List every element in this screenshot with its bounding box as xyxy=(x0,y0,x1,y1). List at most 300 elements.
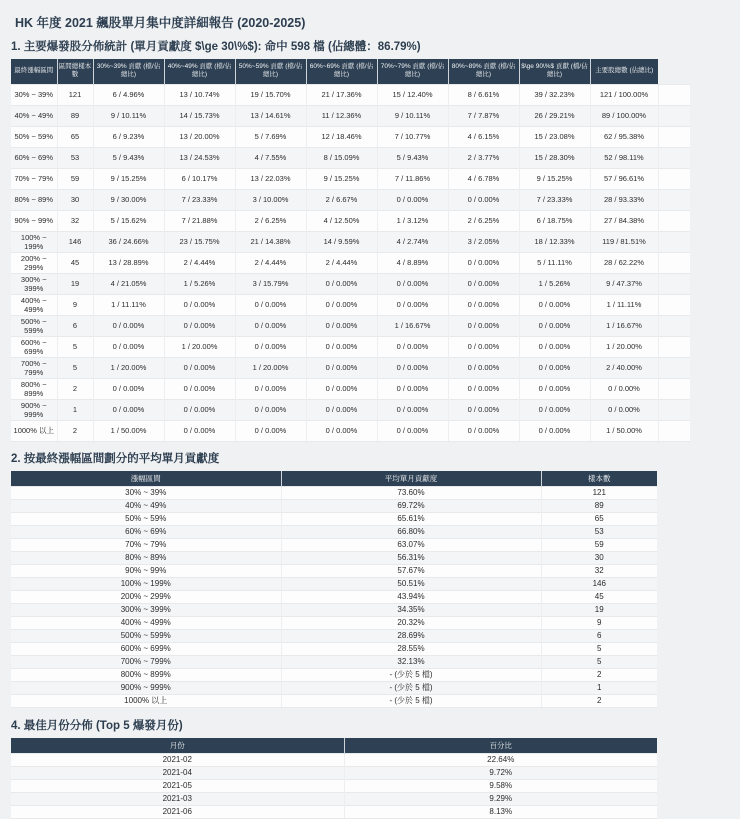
table-cell: 0 / 0.00% xyxy=(164,357,235,378)
table-cell: 9 / 15.25% xyxy=(306,168,377,189)
table-cell: 100% ~ 199% xyxy=(11,577,281,590)
table-cell: 12 / 18.46% xyxy=(306,126,377,147)
table-cell: 30% ~ 39% xyxy=(11,486,281,499)
table-row xyxy=(11,694,657,707)
table-cell: 5 / 9.43% xyxy=(377,147,448,168)
table-cell: 1 / 5.26% xyxy=(519,273,590,294)
table-cell: 13 / 24.53% xyxy=(164,147,235,168)
table-cell: 0 / 0.00% xyxy=(306,399,377,420)
table-cell: 45 xyxy=(541,590,657,603)
table-cell: 0 / 0.00% xyxy=(448,252,519,273)
table-cell: 28 / 93.33% xyxy=(590,189,658,210)
table-cell xyxy=(658,105,690,126)
table-cell: 0 / 0.00% xyxy=(519,294,590,315)
table-cell: 119 / 81.51% xyxy=(590,231,658,252)
table-cell: 5 xyxy=(57,357,93,378)
table-cell: 0 / 0.00% xyxy=(377,273,448,294)
table-cell: 19 xyxy=(57,273,93,294)
table-cell: 1 xyxy=(57,399,93,420)
table-cell xyxy=(658,84,690,105)
table-row xyxy=(11,168,690,189)
table-cell: 2021-04 xyxy=(11,766,344,779)
column-header: 漲幅區間 xyxy=(11,471,281,487)
table-cell: 0 / 0.00% xyxy=(306,378,377,399)
table-cell: 2 / 3.77% xyxy=(448,147,519,168)
table-cell: 11 / 12.36% xyxy=(306,105,377,126)
table-cell xyxy=(658,357,690,378)
table-cell: 1 / 50.00% xyxy=(93,420,164,441)
table-cell: - (少於 5 檔) xyxy=(281,681,541,694)
table-cell: 0 / 0.00% xyxy=(164,294,235,315)
table-row xyxy=(11,766,657,779)
table-cell: 7 / 23.33% xyxy=(164,189,235,210)
table-cell: 2021-05 xyxy=(11,779,344,792)
column-header: 最終漲幅區間 xyxy=(11,59,57,84)
table-cell: 700% ~ 799% xyxy=(11,357,57,378)
table-cell: 15 / 23.08% xyxy=(519,126,590,147)
table-row xyxy=(11,378,690,399)
table-header xyxy=(11,59,690,84)
table-cell: 0 / 0.00% xyxy=(235,399,306,420)
table-cell: 0 / 0.00% xyxy=(306,357,377,378)
table-cell xyxy=(658,399,690,420)
table-cell: 9 / 47.37% xyxy=(590,273,658,294)
table-cell: 0 / 0.00% xyxy=(448,336,519,357)
table-cell: 20.32% xyxy=(281,616,541,629)
table-cell: 50% ~ 59% xyxy=(11,126,57,147)
column-header: 70%~79% 貢獻 (檔/佔總比) xyxy=(377,59,448,84)
table-cell: 146 xyxy=(541,577,657,590)
table-cell: 1 xyxy=(541,681,657,694)
table-row xyxy=(11,315,690,336)
table-cell: 2 xyxy=(541,694,657,707)
table-cell: - (少於 5 檔) xyxy=(281,668,541,681)
table-cell: 2021-03 xyxy=(11,792,344,805)
table-cell: 80% ~ 89% xyxy=(11,551,281,564)
table-cell: 9.72% xyxy=(344,766,657,779)
table-cell: 1 / 11.11% xyxy=(590,294,658,315)
table-cell: 600% ~ 699% xyxy=(11,336,57,357)
table-row xyxy=(11,792,657,805)
table-cell: 8.13% xyxy=(344,805,657,818)
table-cell: 4 / 2.74% xyxy=(377,231,448,252)
table-cell: 7 / 7.87% xyxy=(448,105,519,126)
table-cell: 0 / 0.00% xyxy=(235,315,306,336)
table-cell: 0 / 0.00% xyxy=(306,273,377,294)
table-cell: 36 / 24.66% xyxy=(93,231,164,252)
table-row xyxy=(11,420,690,441)
table-cell: 8 / 15.09% xyxy=(306,147,377,168)
table-row xyxy=(11,294,690,315)
table-row xyxy=(11,147,690,168)
table-cell: 5 / 7.69% xyxy=(235,126,306,147)
table-cell: 53 xyxy=(57,147,93,168)
table-row xyxy=(11,603,657,616)
table-cell: 500% ~ 599% xyxy=(11,315,57,336)
table-cell: 0 / 0.00% xyxy=(377,189,448,210)
table-cell: 30 xyxy=(541,551,657,564)
table-row xyxy=(11,538,657,551)
table-cell: 19 xyxy=(541,603,657,616)
table-cell: 70% ~ 79% xyxy=(11,538,281,551)
table-cell: 40% ~ 49% xyxy=(11,105,57,126)
table-row xyxy=(11,189,690,210)
table-cell: 700% ~ 799% xyxy=(11,655,281,668)
table-cell: 9 xyxy=(57,294,93,315)
table-row xyxy=(11,273,690,294)
column-header: 樣本數 xyxy=(541,471,657,487)
table-cell xyxy=(658,252,690,273)
table-cell: 0 / 0.00% xyxy=(235,336,306,357)
table-cell: 121 xyxy=(57,84,93,105)
table-cell: 32.13% xyxy=(281,655,541,668)
table-cell: 6 xyxy=(57,315,93,336)
table-row xyxy=(11,551,657,564)
table-cell: 70% ~ 79% xyxy=(11,168,57,189)
table-row xyxy=(11,126,690,147)
column-header: 40%~49% 貢獻 (檔/佔總比) xyxy=(164,59,235,84)
column-header: 百分比 xyxy=(344,738,657,754)
table-cell: 6 / 9.23% xyxy=(93,126,164,147)
table-cell: 4 / 6.15% xyxy=(448,126,519,147)
table-cell: 4 / 8.89% xyxy=(377,252,448,273)
table-cell: 9 xyxy=(541,616,657,629)
table-cell: 0 / 0.00% xyxy=(448,357,519,378)
table-cell: 0 / 0.00% xyxy=(448,273,519,294)
table-cell: 6 / 4.96% xyxy=(93,84,164,105)
table-cell: 3 / 2.05% xyxy=(448,231,519,252)
table-cell: 5 xyxy=(57,336,93,357)
table-cell: 15 / 28.30% xyxy=(519,147,590,168)
section-4-heading: 4. 最佳月份分佈 (Top 5 爆發月份) xyxy=(11,719,183,732)
table-cell: 30% ~ 39% xyxy=(11,84,57,105)
table-row xyxy=(11,577,657,590)
table-cell: 65.61% xyxy=(281,512,541,525)
table-row xyxy=(11,210,690,231)
table-cell: 40% ~ 49% xyxy=(11,499,281,512)
column-header: 月份 xyxy=(11,738,344,754)
table-row xyxy=(11,564,657,577)
table-cell: 1 / 20.00% xyxy=(93,357,164,378)
table-cell: 2021-02 xyxy=(11,753,344,766)
table-cell: 900% ~ 999% xyxy=(11,399,57,420)
table-cell: 62 / 95.38% xyxy=(590,126,658,147)
table-cell: 0 / 0.00% xyxy=(164,420,235,441)
table-cell: 65 xyxy=(57,126,93,147)
table-row xyxy=(11,399,690,420)
table-cell: 1 / 50.00% xyxy=(590,420,658,441)
table-row xyxy=(11,336,690,357)
table-row xyxy=(11,753,657,766)
table-cell: 6 xyxy=(541,629,657,642)
table-cell: 14 / 9.59% xyxy=(306,231,377,252)
table-row xyxy=(11,681,657,694)
table-cell xyxy=(658,273,690,294)
table-cell: 50.51% xyxy=(281,577,541,590)
table-cell: 1 / 20.00% xyxy=(235,357,306,378)
table-cell: 1 / 20.00% xyxy=(164,336,235,357)
table-cell: 0 / 0.00% xyxy=(519,420,590,441)
table-cell: 7 / 23.33% xyxy=(519,189,590,210)
table-cell: 600% ~ 699% xyxy=(11,642,281,655)
table-row xyxy=(11,655,657,668)
table-cell: 28.55% xyxy=(281,642,541,655)
table-cell: 13 / 20.00% xyxy=(164,126,235,147)
table-cell: 26 / 29.21% xyxy=(519,105,590,126)
table-cell: 80% ~ 89% xyxy=(11,189,57,210)
table-cell: 2 / 4.44% xyxy=(164,252,235,273)
table-cell xyxy=(658,315,690,336)
table-cell: 5 / 11.11% xyxy=(519,252,590,273)
table-cell: 34.35% xyxy=(281,603,541,616)
table-cell: 0 / 0.00% xyxy=(235,294,306,315)
table-cell: 90% ~ 99% xyxy=(11,564,281,577)
table-row xyxy=(11,525,657,538)
table-cell: 0 / 0.00% xyxy=(93,399,164,420)
table-cell: 0 / 0.00% xyxy=(164,399,235,420)
table-cell: 0 / 0.00% xyxy=(93,378,164,399)
table-cell: 59 xyxy=(57,168,93,189)
table-cell: 52 / 98.11% xyxy=(590,147,658,168)
table-cell: 0 / 0.00% xyxy=(235,420,306,441)
table-cell: 13 / 28.89% xyxy=(93,252,164,273)
table-cell: 2 / 6.25% xyxy=(235,210,306,231)
table-cell: 0 / 0.00% xyxy=(235,378,306,399)
table-cell: 89 xyxy=(541,499,657,512)
table-body xyxy=(11,486,657,707)
table-cell: 2 xyxy=(57,378,93,399)
table-cell xyxy=(658,168,690,189)
table-cell: 2 / 4.44% xyxy=(235,252,306,273)
table-row xyxy=(11,105,690,126)
table-cell: 0 / 0.00% xyxy=(377,399,448,420)
table-cell: 0 / 0.00% xyxy=(590,378,658,399)
column-header: 30%~39% 貢獻 (檔/佔總比) xyxy=(93,59,164,84)
table-cell: 56.31% xyxy=(281,551,541,564)
header-row xyxy=(11,471,657,487)
table-cell xyxy=(658,378,690,399)
table-cell: 400% ~ 499% xyxy=(11,294,57,315)
table-cell xyxy=(658,189,690,210)
table-cell: 300% ~ 399% xyxy=(11,273,57,294)
table-cell xyxy=(658,231,690,252)
ghost-header-cell xyxy=(658,59,690,84)
table-row xyxy=(11,668,657,681)
table-cell: 0 / 0.00% xyxy=(377,357,448,378)
table-cell xyxy=(658,210,690,231)
column-header: 主要股總數 (佔總比) xyxy=(590,59,658,84)
page-title: HK 年度 2021 飆股單月集中度詳細報告 (2020-2025) xyxy=(15,16,306,30)
table-cell: 0 / 0.00% xyxy=(306,315,377,336)
table-row xyxy=(11,779,657,792)
table-cell: 4 / 7.55% xyxy=(235,147,306,168)
table-cell: 7 / 10.77% xyxy=(377,126,448,147)
table-cell: 5 xyxy=(541,655,657,668)
table-cell: 0 / 0.00% xyxy=(519,399,590,420)
table-body xyxy=(11,84,690,441)
table-cell: 6 / 10.17% xyxy=(164,168,235,189)
table-row xyxy=(11,642,657,655)
table-cell xyxy=(658,294,690,315)
table-cell: 0 / 0.00% xyxy=(519,336,590,357)
table-cell: 3 / 15.79% xyxy=(235,273,306,294)
table-cell: 90% ~ 99% xyxy=(11,210,57,231)
column-header: 50%~59% 貢獻 (檔/佔總比) xyxy=(235,59,306,84)
table-cell: 0 / 0.00% xyxy=(448,315,519,336)
table-cell: 0 / 0.00% xyxy=(306,294,377,315)
table-row xyxy=(11,616,657,629)
table-cell: 73.60% xyxy=(281,486,541,499)
table-cell: 121 / 100.00% xyxy=(590,84,658,105)
table-cell: 19 / 15.70% xyxy=(235,84,306,105)
table-body xyxy=(11,753,657,818)
table-cell: 45 xyxy=(57,252,93,273)
table-cell: 21 / 17.36% xyxy=(306,84,377,105)
table-cell: 5 xyxy=(541,642,657,655)
table-cell: 146 xyxy=(57,231,93,252)
table-cell: 39 / 32.23% xyxy=(519,84,590,105)
table-cell: - (少於 5 檔) xyxy=(281,694,541,707)
table-cell: 0 / 0.00% xyxy=(590,399,658,420)
header-row xyxy=(11,738,657,754)
table-cell: 4 / 6.78% xyxy=(448,168,519,189)
table-cell: 9 / 10.11% xyxy=(93,105,164,126)
table-cell: 0 / 0.00% xyxy=(377,336,448,357)
table-cell: 9 / 15.25% xyxy=(93,168,164,189)
table-cell: 89 xyxy=(57,105,93,126)
table-cell: 53 xyxy=(541,525,657,538)
table-cell: 66.80% xyxy=(281,525,541,538)
table-cell: 0 / 0.00% xyxy=(377,294,448,315)
table-cell: 0 / 0.00% xyxy=(519,315,590,336)
table-cell: 1 / 16.67% xyxy=(377,315,448,336)
table-row xyxy=(11,629,657,642)
table-cell: 0 / 0.00% xyxy=(448,294,519,315)
table-cell: 2 xyxy=(57,420,93,441)
table-cell: 3 / 10.00% xyxy=(235,189,306,210)
table-cell: 0 / 0.00% xyxy=(448,399,519,420)
table-cell: 2 / 6.67% xyxy=(306,189,377,210)
table-cell: 9 / 15.25% xyxy=(519,168,590,189)
table-cell: 4 / 21.05% xyxy=(93,273,164,294)
table-cell: 0 / 0.00% xyxy=(519,378,590,399)
table-cell: 0 / 0.00% xyxy=(448,420,519,441)
column-header: 平均單月貢獻度 xyxy=(281,471,541,487)
table-row xyxy=(11,512,657,525)
table-row xyxy=(11,252,690,273)
table-cell: 2 / 40.00% xyxy=(590,357,658,378)
table-cell: 0 / 0.00% xyxy=(377,378,448,399)
table-cell: 0 / 0.00% xyxy=(377,420,448,441)
table-cell: 2 xyxy=(541,668,657,681)
table-cell: 2 / 6.25% xyxy=(448,210,519,231)
table-cell: 200% ~ 299% xyxy=(11,252,57,273)
table-row xyxy=(11,357,690,378)
table-row xyxy=(11,805,657,818)
table-cell: 0 / 0.00% xyxy=(164,315,235,336)
table-cell: 121 xyxy=(541,486,657,499)
table-cell: 0 / 0.00% xyxy=(306,336,377,357)
table-row xyxy=(11,486,657,499)
section-1-heading: 1. 主要爆發股分佈統計 (單月貢獻度 $\ge 30\%$): 命中 598 檔 (佔總體：86.79%) xyxy=(11,41,421,53)
table-row xyxy=(11,84,690,105)
table-cell: 32 xyxy=(57,210,93,231)
table-header xyxy=(11,738,657,754)
table-cell: 15 / 12.40% xyxy=(377,84,448,105)
table-cell: 0 / 0.00% xyxy=(448,378,519,399)
table-cell: 5 / 15.62% xyxy=(93,210,164,231)
table-cell: 27 / 84.38% xyxy=(590,210,658,231)
table-cell: 1 / 11.11% xyxy=(93,294,164,315)
table-cell: 7 / 21.88% xyxy=(164,210,235,231)
table-row xyxy=(11,499,657,512)
table-cell: 23 / 15.75% xyxy=(164,231,235,252)
column-header: 60%~69% 貢獻 (檔/佔總比) xyxy=(306,59,377,84)
table-cell: 300% ~ 399% xyxy=(11,603,281,616)
table-cell xyxy=(658,147,690,168)
table-cell: 0 / 0.00% xyxy=(164,378,235,399)
table-cell: 57.67% xyxy=(281,564,541,577)
table-cell: 900% ~ 999% xyxy=(11,681,281,694)
avg-contribution-table xyxy=(11,471,657,708)
table-cell: 7 / 11.86% xyxy=(377,168,448,189)
table-cell xyxy=(658,420,690,441)
table-cell: 18 / 12.33% xyxy=(519,231,590,252)
table-header xyxy=(11,471,657,487)
table-cell: 60% ~ 69% xyxy=(11,147,57,168)
column-header: 80%~89% 貢獻 (檔/佔總比) xyxy=(448,59,519,84)
column-header: 區間總樣本數 xyxy=(57,59,93,84)
table-cell: 65 xyxy=(541,512,657,525)
table-cell xyxy=(658,336,690,357)
header-row xyxy=(11,59,690,84)
table-cell: 500% ~ 599% xyxy=(11,629,281,642)
table-cell: 60% ~ 69% xyxy=(11,525,281,538)
table-cell: 800% ~ 899% xyxy=(11,378,57,399)
table-cell: 1000% 以上 xyxy=(11,420,57,441)
table-cell: 200% ~ 299% xyxy=(11,590,281,603)
table-cell: 1 / 16.67% xyxy=(590,315,658,336)
table-cell: 28 / 62.22% xyxy=(590,252,658,273)
table-row xyxy=(11,590,657,603)
table-cell: 63.07% xyxy=(281,538,541,551)
table-cell: 14 / 15.73% xyxy=(164,105,235,126)
table-cell: 800% ~ 899% xyxy=(11,668,281,681)
table-cell: 22.64% xyxy=(344,753,657,766)
table-cell xyxy=(658,126,690,147)
table-cell: 59 xyxy=(541,538,657,551)
table-cell: 100% ~ 199% xyxy=(11,231,57,252)
table-cell: 9 / 30.00% xyxy=(93,189,164,210)
top-months-table xyxy=(11,738,657,819)
table-cell: 9 / 10.11% xyxy=(377,105,448,126)
table-cell: 13 / 22.03% xyxy=(235,168,306,189)
table-cell: 9.29% xyxy=(344,792,657,805)
table-cell: 5 / 9.43% xyxy=(93,147,164,168)
table-cell: 0 / 0.00% xyxy=(519,357,590,378)
table-cell: 2021-06 xyxy=(11,805,344,818)
table-cell: 2 / 4.44% xyxy=(306,252,377,273)
section-2-heading: 2. 按最終漲幅區間劃分的平均單月貢獻度 xyxy=(11,452,220,465)
table-cell: 6 / 18.75% xyxy=(519,210,590,231)
table-cell: 13 / 14.61% xyxy=(235,105,306,126)
table-row xyxy=(11,231,690,252)
table-cell: 400% ~ 499% xyxy=(11,616,281,629)
table-cell: 8 / 6.61% xyxy=(448,84,519,105)
table-cell: 30 xyxy=(57,189,93,210)
table-cell: 0 / 0.00% xyxy=(448,189,519,210)
table-cell: 69.72% xyxy=(281,499,541,512)
